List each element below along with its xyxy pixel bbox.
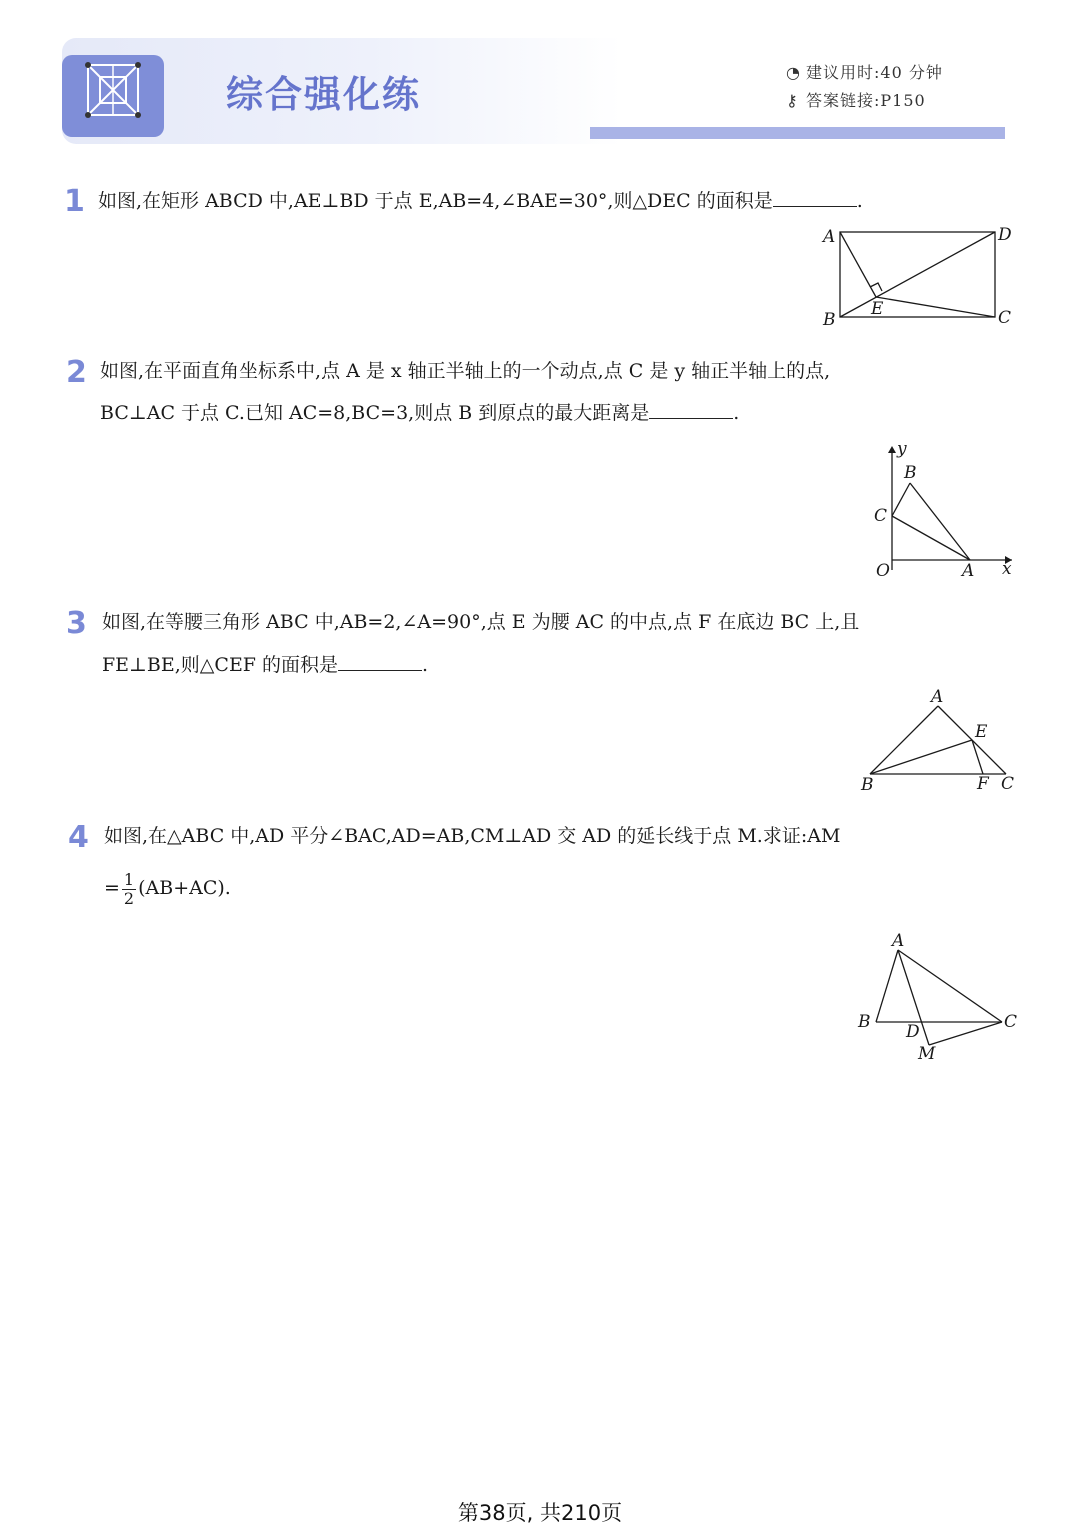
label-o: O xyxy=(876,561,890,581)
suggested-time xyxy=(786,60,943,83)
key-icon: ⚷ xyxy=(786,91,799,110)
label-x: x xyxy=(1002,559,1012,579)
problem-number: 1 xyxy=(64,184,85,219)
problem-end: . xyxy=(856,190,863,212)
problem-text xyxy=(100,359,830,383)
answer-blank xyxy=(649,400,733,419)
header-bar xyxy=(590,127,1005,139)
problem-text xyxy=(104,824,840,848)
problem-line: 如图,在等腰三角形 ABC 中,AB=2,∠A=90°,点 E 为腰 AC 的中点,点 F 在底边 BC 上,且 xyxy=(102,611,860,633)
figure-coordinate-plane xyxy=(862,438,1022,583)
label-a: A xyxy=(962,561,975,581)
label-d: D xyxy=(906,1022,920,1042)
label-a: A xyxy=(823,227,836,247)
problem-formula xyxy=(104,866,231,910)
fraction-numerator: 1 xyxy=(123,869,135,889)
problem-text xyxy=(102,652,428,677)
answer-link xyxy=(786,88,926,111)
label-b: B xyxy=(904,463,917,483)
label-e: E xyxy=(871,299,884,319)
label-c: C xyxy=(874,506,888,526)
label-c: C xyxy=(1001,774,1015,794)
figure-triangle-abc xyxy=(850,925,1025,1065)
problem-line: 如图,在△ABC 中,AD 平分∠BAC,AD=AB,CM⊥AD 交 AD 的延长线于点 M.求证:AM xyxy=(104,825,841,847)
problem-end: . xyxy=(733,402,740,424)
page-footer: 第38页, 共210页 xyxy=(457,1501,623,1525)
figure-rectangle-abcd xyxy=(815,220,1020,332)
problem-number: 3 xyxy=(66,606,87,641)
problem-end: . xyxy=(422,654,429,676)
problem-line: BC⊥AC 于点 C.已知 AC=8,BC=3,则点 B 到原点的最大距离是 xyxy=(100,402,650,424)
answer-blank xyxy=(773,188,857,207)
figure-isosceles-triangle xyxy=(850,684,1025,796)
label-b: B xyxy=(861,775,874,795)
label-b: B xyxy=(823,310,836,330)
label-e: E xyxy=(975,722,988,742)
page-title: 综合强化练 xyxy=(226,73,421,116)
problem-line: 如图,在矩形 ABCD 中,AE⊥BD 于点 E,AB=4,∠BAE=30°,则△DEC 的面积是 xyxy=(98,190,773,212)
label-d: D xyxy=(998,225,1012,245)
problem-line: FE⊥BE,则△CEF 的面积是 xyxy=(102,654,339,676)
time-label: 建议用时:40 分钟 xyxy=(806,63,943,82)
label-m: M xyxy=(918,1044,936,1064)
label-b: B xyxy=(858,1012,871,1032)
problem-text xyxy=(100,400,739,425)
label-f: F xyxy=(977,774,989,794)
label-y: y xyxy=(897,439,907,459)
label-c: C xyxy=(998,308,1012,328)
fraction-one-half xyxy=(122,871,136,908)
problem-line: 如图,在平面直角坐标系中,点 A 是 x 轴正半轴上的一个动点,点 C 是 y 轴正半轴上的点, xyxy=(100,360,831,382)
formula-rest: (AB+AC). xyxy=(138,877,231,899)
problem-number: 4 xyxy=(68,820,89,855)
answer-blank xyxy=(338,652,422,671)
problem-number: 2 xyxy=(66,355,87,390)
fraction-denominator: 2 xyxy=(123,888,135,908)
label-a: A xyxy=(892,931,905,951)
answer-label: 答案链接:P150 xyxy=(806,91,926,110)
label-a: A xyxy=(931,687,944,707)
formula-equals: = xyxy=(104,877,120,899)
problem-text xyxy=(98,188,863,213)
problem-text xyxy=(102,610,859,634)
stopwatch-icon: ◔ xyxy=(786,63,801,82)
cube-icon xyxy=(62,55,164,137)
label-c: C xyxy=(1004,1012,1018,1032)
